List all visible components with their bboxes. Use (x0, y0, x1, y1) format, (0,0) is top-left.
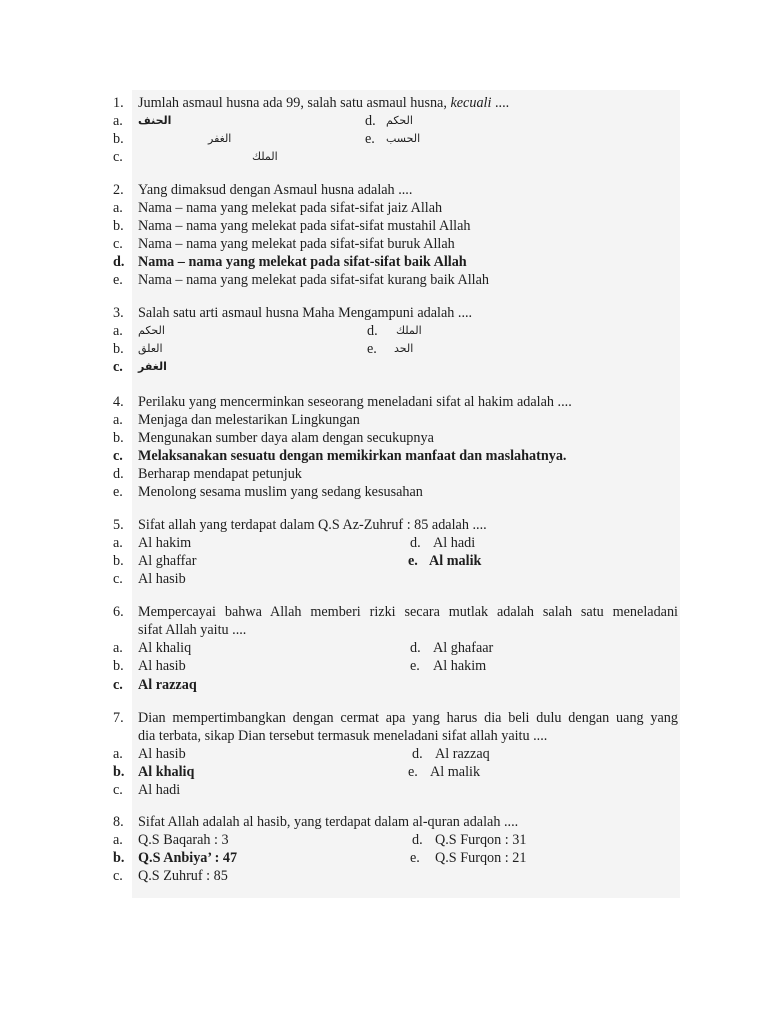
option-c-answer: Al hadi (138, 782, 181, 798)
question-stem: Yang dimaksud dengan Asmaul husna adalah .... (138, 182, 413, 198)
option-letter: a. (113, 323, 123, 339)
option-letter: c. (113, 677, 123, 693)
option-b-answer: Al ghaffar (138, 553, 197, 569)
option-letter: b. (113, 131, 124, 147)
option-letter: d. (410, 640, 421, 656)
question-number: 1. (113, 95, 124, 111)
option-letter: b. (113, 430, 124, 446)
question-stem: Salah satu arti asmaul husna Maha Mengampuni adalah .... (138, 305, 473, 321)
option-c-answer: Al razzaq (138, 677, 197, 693)
question-number: 5. (113, 517, 124, 533)
option-letter: e. (113, 272, 123, 288)
option-e-answer: Q.S Furqon : 21 (435, 850, 527, 866)
question-number: 8. (113, 814, 124, 830)
option-letter: a. (113, 200, 123, 216)
question-stem: Perilaku yang mencerminkan seseorang meneladani sifat al hakim adalah .... (138, 394, 572, 410)
option-c-answer: Q.S Zuhruf : 85 (138, 868, 228, 884)
option-d-answer: Q.S Furqon : 31 (435, 832, 527, 848)
option-d-answer: Al ghafaar (433, 640, 494, 656)
option-c-answer: الغفر (138, 360, 167, 373)
option-letter: d. (113, 466, 124, 482)
option-a-answer: Al hakim (138, 535, 192, 551)
option-letter: a. (113, 640, 123, 656)
option-letter: d. (113, 254, 125, 270)
option-b-answer: العلق (138, 342, 163, 355)
question-stem: Sifat allah yang terdapat dalam Q.S Az-Zuhruf : 85 adalah .... (138, 517, 487, 533)
option-e-answer: Al malik (429, 553, 482, 569)
option-letter: e. (365, 131, 375, 147)
option-d-answer: Nama – nama yang melekat pada sifat-sifat baik Allah (138, 254, 467, 270)
option-letter: a. (113, 535, 123, 551)
option-b-answer: الغفر (208, 132, 232, 145)
option-c-answer: Melaksanakan sesuatu dengan memikirkan manfaat dan maslahatnya. (138, 448, 567, 464)
option-letter: b. (113, 850, 125, 866)
option-letter: c. (113, 782, 123, 798)
option-letter: d. (365, 113, 376, 129)
option-a-answer: Q.S Baqarah : 3 (138, 832, 229, 848)
option-b-answer: Q.S Anbiya’ : 47 (138, 850, 238, 866)
option-letter: a. (113, 746, 123, 762)
option-letter: e. (367, 341, 377, 357)
option-a-answer: Al hasib (138, 746, 186, 762)
question-number: 6. (113, 604, 124, 620)
option-e-answer: Menolong sesama muslim yang sedang kesusahan (138, 484, 423, 500)
question-stem: Jumlah asmaul husna ada 99, salah satu asmaul husna, kecuali .... (138, 95, 510, 111)
option-letter: b. (113, 218, 124, 234)
option-letter: b. (113, 764, 125, 780)
option-letter: e. (410, 658, 420, 674)
option-letter: b. (113, 553, 124, 569)
option-a-answer: Al khaliq (138, 640, 192, 656)
option-a-answer: الحكم (138, 324, 165, 337)
option-letter: e. (408, 764, 418, 780)
option-e-answer: Al malik (430, 764, 481, 780)
option-c-answer: الملك (252, 150, 278, 163)
question-stem: Dian mempertimbangkan dengan cermat apa yang harus dia beli dulu dengan uang yang (138, 710, 678, 726)
option-a-answer: Nama – nama yang melekat pada sifat-sifat jaiz Allah (138, 200, 443, 216)
question-stem: Mempercayai bahwa Allah memberi rizki secara mutlak adalah salah satu meneladani (138, 604, 678, 620)
option-letter: a. (113, 412, 123, 428)
option-letter: d. (367, 323, 378, 339)
option-letter: b. (113, 341, 124, 357)
question-number: 2. (113, 182, 124, 198)
option-letter: d. (412, 746, 423, 762)
option-letter: e. (410, 850, 420, 866)
option-d-answer: Berharap mendapat petunjuk (138, 466, 302, 482)
option-letter: d. (412, 832, 423, 848)
option-letter: e. (408, 553, 418, 569)
option-b-answer: Al hasib (138, 658, 186, 674)
option-b-answer: Mengunakan sumber daya alam dengan secukupnya (138, 430, 434, 446)
question-stem: sifat Allah yaitu .... (138, 622, 247, 638)
question-number: 7. (113, 710, 124, 726)
option-e-answer: Al hakim (433, 658, 487, 674)
option-b-answer: Al khaliq (138, 764, 195, 780)
option-letter: c. (113, 868, 123, 884)
question-number: 4. (113, 394, 124, 410)
option-a-answer: الحنف (138, 114, 172, 127)
option-letter: d. (410, 535, 421, 551)
option-c-answer: Al hasib (138, 571, 186, 587)
option-b-answer: Nama – nama yang melekat pada sifat-sifat mustahil Allah (138, 218, 471, 234)
option-c-answer: Nama – nama yang melekat pada sifat-sifat buruk Allah (138, 236, 455, 252)
option-letter: b. (113, 658, 124, 674)
option-letter: a. (113, 832, 123, 848)
option-e-answer: الحسب (386, 132, 421, 145)
option-d-answer: Al razzaq (435, 746, 490, 762)
question-stem: dia terbata, sikap Dian tersebut termasuk meneladani sifat allah yaitu .... (138, 728, 548, 744)
option-letter: c. (113, 359, 123, 375)
option-letter: c. (113, 448, 123, 464)
option-letter: e. (113, 484, 123, 500)
option-letter: a. (113, 113, 123, 129)
option-a-answer: Menjaga dan melestarikan Lingkungan (138, 412, 360, 428)
option-d-answer: الملك (396, 324, 422, 337)
option-e-answer: Nama – nama yang melekat pada sifat-sifat kurang baik Allah (138, 272, 490, 288)
option-d-answer: Al hadi (433, 535, 476, 551)
option-e-answer: الحد (394, 342, 414, 355)
option-letter: c. (113, 571, 123, 587)
question-stem: Sifat Allah adalah al hasib, yang terdapat dalam al-quran adalah .... (138, 814, 519, 830)
question-number: 3. (113, 305, 124, 321)
option-letter: c. (113, 149, 123, 165)
option-letter: c. (113, 236, 123, 252)
option-d-answer: الحكم (386, 114, 413, 127)
